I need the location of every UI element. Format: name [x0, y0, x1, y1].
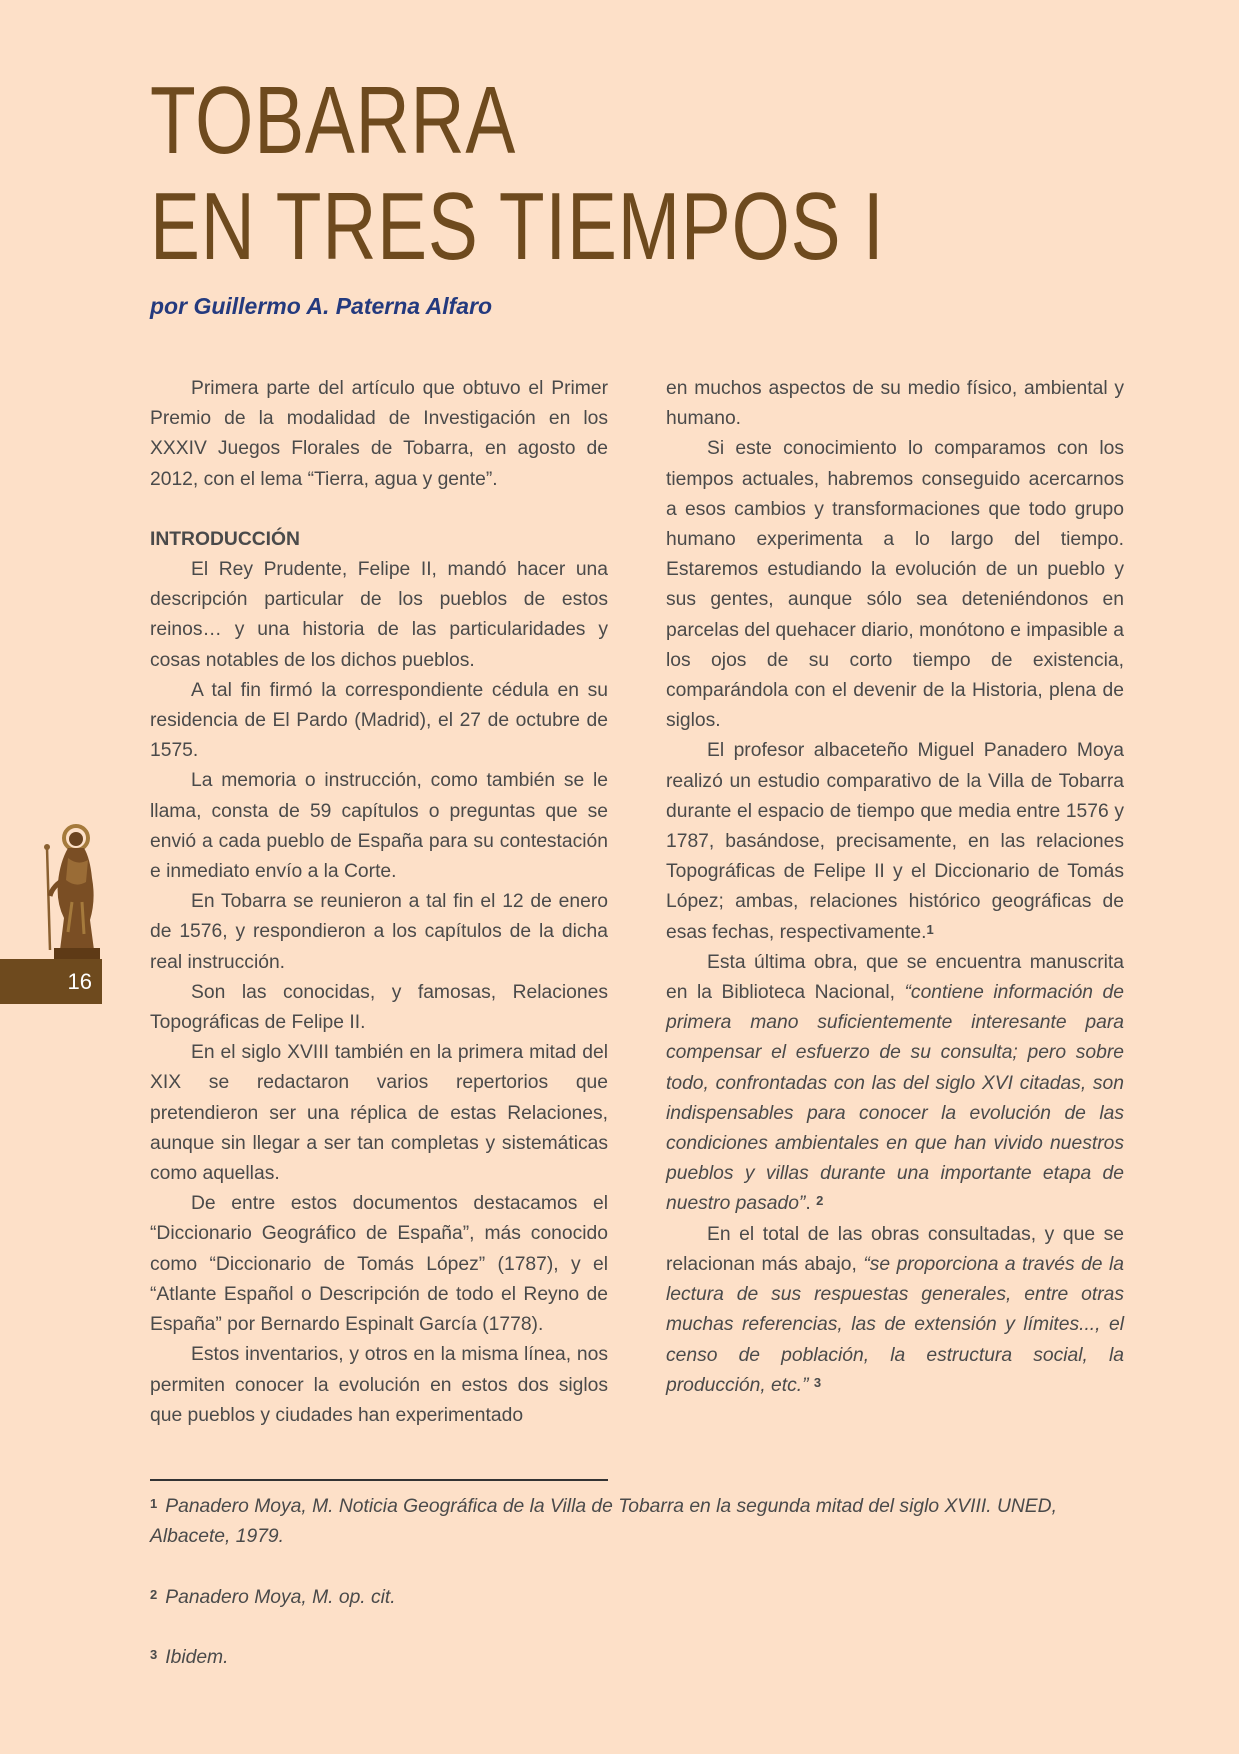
paragraph-text: El profesor albaceteño Miguel Panadero Moya realizó un estudio comparativo de la Villa de Tobarra durante el espacio de tiempo que media entre 1576 y 1787, basándose, precisamente, en las relaciones Topográficas de Felipe II y el Diccionario de Tomás López; ambas, relaciones histórico geográficas de esas fechas, respectivamente.: [666, 740, 1124, 943]
paragraph: La memoria o instrucción, como también se le llama, consta de 59 capítulos o preguntas que se envió a cada pueblo de España para su contestación e inmediato envío a la Corte.: [150, 770, 608, 883]
section-heading: INTRODUCCIÓN: [150, 528, 300, 550]
paragraph: [666, 736, 1124, 947]
paragraph: [666, 1220, 1124, 1401]
footnote-ref-3[interactable]: 3: [813, 1374, 822, 1390]
paragraph-text: En el total de las obras consultadas, y que se relacionan más abajo,: [666, 1223, 1124, 1275]
paragraph: De entre estos documentos destacamos el “Diccionario Geográfico de España”, más conocido como “Diccionario de Tomás López” (1787), y el “Atlante Español o Descripción de todo el Reyno de España” por Bernardo Espinalt García (1778).: [150, 1193, 608, 1336]
paragraph: [666, 948, 1124, 1220]
footnote-ref-2[interactable]: 2: [816, 1193, 824, 1209]
intro-paragraph: Primera parte del artículo que obtuvo el Primer Premio de la modalidad de Investigación en los XXXIV Juegos Florales de Tobarra, en agosto de 2012, con el lema “Tierra, agua y gente”.: [150, 378, 608, 490]
quote: “contiene información de primera mano suficientemente interesante para compensar el esfuerzo de su consulta; pero sobre todo, confrontadas con las del siglo XVI citadas, son indispensables para conocer la evolución de las condiciones ambientales en que han vivido nuestros pueblos y villas durante una importante etapa de nuestro pasado”: [666, 982, 1124, 1215]
paragraph: Son las conocidas, y famosas, Relaciones Topográficas de Felipe II.: [150, 981, 608, 1034]
title-line-2: EN TRES TIEMPOS I: [150, 173, 885, 280]
paragraph: A tal fin firmó la correspondiente cédula en su residencia de El Pardo (Madrid), el 27 de octubre de 1575.: [150, 679, 608, 762]
footnote-number: 1: [150, 1496, 158, 1511]
page-number-box: [0, 959, 102, 1004]
paragraph-end: .: [805, 1193, 811, 1215]
footnote-1: [150, 1489, 1130, 1552]
footnote-ref-1[interactable]: 1: [926, 921, 934, 937]
paragraph-continued: en muchos aspectos de su medio físico, ambiental y humano.: [666, 378, 1124, 430]
footnote-text: Ibidem.: [165, 1647, 229, 1668]
left-column: [150, 374, 608, 1431]
footnote-divider: [150, 1479, 608, 1481]
right-column: [666, 374, 1124, 1401]
footnote-text: Panadero Moya, M. Noticia Geográfica de la Villa de Tobarra en la segunda mitad del siglo XVIII. UNED, Albacete, 1979.: [150, 1496, 1057, 1547]
footnote-text: Panadero Moya, M. op. cit.: [165, 1587, 396, 1608]
quote: “se proporciona a través de la lectura de sus respuestas generales, entre otras muchas referencias, las de extensión y límites..., el censo de población, la estructura social, la producción, etc.”: [666, 1253, 1124, 1396]
paragraph: Si este conocimiento lo comparamos con los tiempos actuales, habremos conseguido acercarnos a esos cambios y transformaciones que todo grupo humano experimenta a lo largo del tiempo. Estaremos estudiando la evolución de un pueblo y sus gentes, aunque sólo sea deteniéndonos en parcelas del quehacer diario, monótono e impasible a los ojos de su corto tiempo de existencia, comparándola con el devenir de la Historia, plena de siglos.: [666, 438, 1124, 732]
footnote-2: [150, 1580, 1130, 1613]
article-title: [150, 68, 884, 280]
title-line-1: TOBARRA: [150, 67, 517, 174]
page-number: 16: [67, 969, 92, 994]
saint-statue-icon: [38, 822, 108, 960]
paragraph-text: Esta última obra, que se encuentra manuscrita en la Biblioteca Nacional,: [666, 951, 1124, 1004]
paragraph: En el siglo XVIII también en la primera mitad del XIX se redactaron varios repertorios que pretendieron ser una réplica de estas Relaciones, aunque sin llegar a ser tan completas y sistemáticas como aquellas.: [150, 1042, 608, 1185]
paragraph: El Rey Prudente, Felipe II, mandó hacer una descripción particular de los pueblos de estos reinos… y una historia de las particularidades y cosas notables de los dichos pueblos.: [150, 559, 608, 671]
paragraph: Estos inventarios, y otros en la misma línea, nos permiten conocer la evolución en estos dos siglos que pueblos y ciudades han experimentado: [150, 1344, 608, 1426]
footnote-number: 2: [150, 1587, 158, 1602]
footnote-number: 3: [150, 1647, 158, 1662]
footnote-3: [150, 1640, 1130, 1673]
article-author: por Guillermo A. Paterna Alfaro: [150, 293, 493, 319]
paragraph: En Tobarra se reunieron a tal fin el 12 de enero de 1576, y respondieron a los capítulos de la dicha real instrucción.: [150, 891, 608, 973]
